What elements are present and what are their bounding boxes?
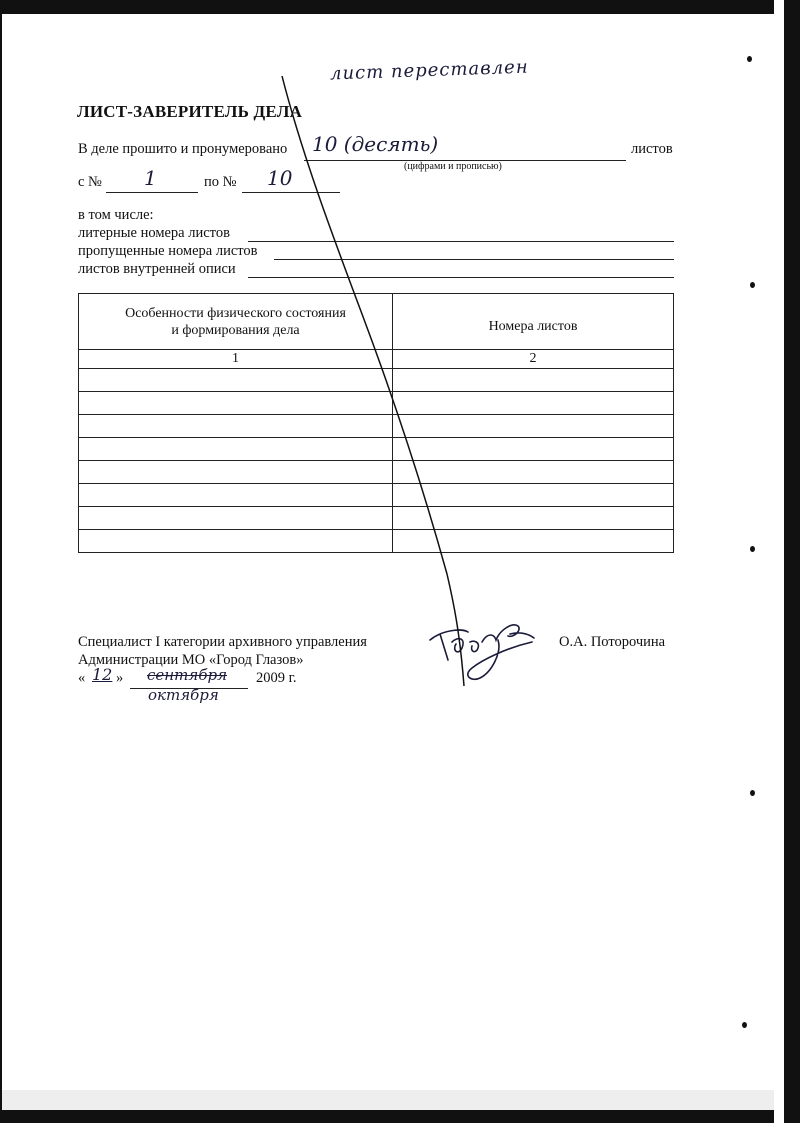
signatory-name: О.А. Поторочина <box>559 634 666 650</box>
range-from-label: с № <box>78 174 102 190</box>
scan-speck <box>750 790 755 796</box>
range-to-label: по № <box>204 174 237 190</box>
sheets-label: В деле прошито и пронумеровано <box>78 141 288 157</box>
sheets-unit: листов <box>631 141 673 157</box>
range-from-value: 1 <box>144 166 157 190</box>
position-line2: Администрации МО «Город Глазов» <box>78 652 304 668</box>
scan-speck <box>747 56 752 62</box>
table-col-number-1: 1 <box>79 350 393 369</box>
position-line1: Специалист I категории архивного управления <box>78 634 367 650</box>
scan-speck <box>750 282 755 288</box>
missing-numbers-label: пропущенные номера листов <box>78 243 258 259</box>
sheets-value: 10 (десять) <box>312 132 439 156</box>
scan-bottom-shadow <box>2 1090 774 1110</box>
including-label: в том числе: <box>78 207 154 223</box>
date-month-corrected: октября <box>148 686 219 704</box>
scan-right-border <box>774 0 800 1123</box>
range-to-value: 10 <box>267 166 293 190</box>
date-day: 12 <box>92 665 113 684</box>
table-col-number-2: 2 <box>393 350 674 369</box>
sheets-hint: (цифрами и прописью) <box>404 161 502 172</box>
date-year: 2009 г. <box>256 670 297 686</box>
scan-speck <box>742 1022 747 1028</box>
inner-inventory-label: листов внутренней описи <box>78 261 236 277</box>
date-month-struck: сентября <box>147 666 228 684</box>
table-header-condition-line2: и формирования дела <box>171 322 300 338</box>
document-title: ЛИСТ-ЗАВЕРИТЕЛЬ ДЕЛА <box>77 102 303 121</box>
letter-numbers-label: литерные номера листов <box>78 225 230 241</box>
handwritten-annotation: лист переставлен <box>329 56 529 85</box>
date-open-quote: « <box>78 670 86 686</box>
date-close-quote: » <box>116 670 124 686</box>
scan-speck <box>750 546 755 552</box>
table-header-condition-line1: Особенности физического состояния <box>125 305 346 321</box>
document-page <box>2 14 774 1110</box>
table-header-sheets: Номера листов <box>393 294 674 350</box>
cancellation-diagonal-line <box>2 14 774 714</box>
